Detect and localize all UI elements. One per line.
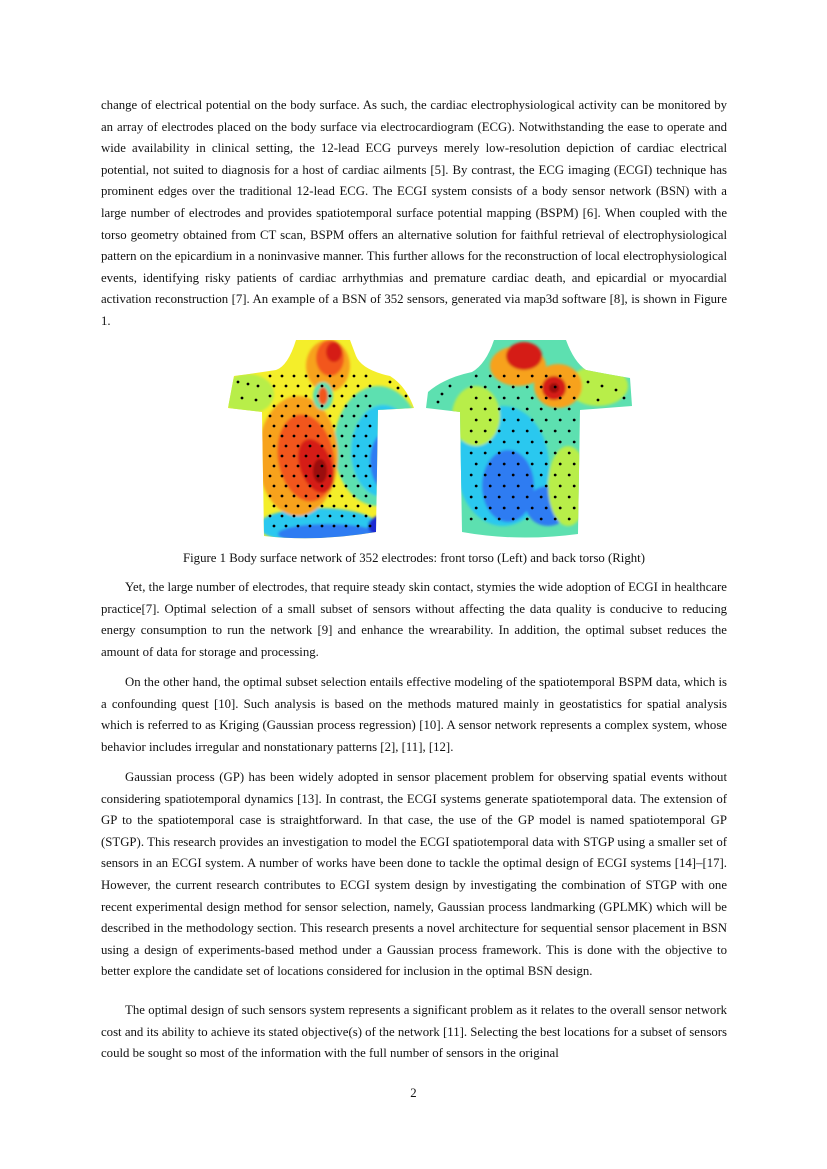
electrode-dot [321, 525, 324, 528]
electrode-dot [281, 395, 284, 398]
electrode-dot [317, 495, 320, 498]
electrode-dot [498, 496, 501, 499]
electrode-dot [273, 425, 276, 428]
page-number: 2 [410, 1086, 417, 1100]
electrode-dot [540, 518, 543, 521]
electrode-dot [559, 485, 562, 488]
electrode-dot [297, 505, 300, 508]
electrode-dot [293, 455, 296, 458]
electrode-dot [554, 408, 557, 411]
electrode-dot [503, 397, 506, 400]
electrode-dot [285, 445, 288, 448]
electrode-dot [333, 445, 336, 448]
electrode-dot [305, 395, 308, 398]
electrode-dot [526, 518, 529, 521]
electrode-dot [554, 474, 557, 477]
electrode-dot [309, 385, 312, 388]
electrode-dot [321, 445, 324, 448]
electrode-dot [297, 385, 300, 388]
electrode-dot [281, 515, 284, 518]
electrode-dot [341, 495, 344, 498]
heatmap-region [506, 342, 542, 370]
electrode-dot [341, 395, 344, 398]
electrode-dot [329, 395, 332, 398]
heatmap-region [452, 386, 500, 446]
electrode-dot [389, 381, 392, 384]
electrode-dot [573, 419, 576, 422]
electrode-dot [365, 435, 368, 438]
electrode-dot [545, 485, 548, 488]
electrode-dot [345, 505, 348, 508]
electrode-dot [281, 455, 284, 458]
electrode-dot [559, 419, 562, 422]
electrode-dot [475, 463, 478, 466]
electrode-dot [449, 385, 452, 388]
electrode-dot [237, 381, 240, 384]
electrode-dot [489, 419, 492, 422]
electrode-dot [568, 408, 571, 411]
electrode-dot [568, 452, 571, 455]
electrode-dot [489, 485, 492, 488]
electrode-dot [293, 375, 296, 378]
electrode-dot [357, 385, 360, 388]
electrode-dot [475, 485, 478, 488]
electrode-dot [333, 425, 336, 428]
electrode-dot [484, 408, 487, 411]
electrode-dot [281, 375, 284, 378]
electrode-dot [309, 485, 312, 488]
electrode-dot [329, 495, 332, 498]
electrode-dot [285, 525, 288, 528]
electrode-dot [554, 452, 557, 455]
paragraph-3: On the other hand, the optimal subset selection entails effective modeling of the spatiotemporal BSPM data, which is a confounding quest [10]. Such analysis is based on the methods matured mainly in geostatistics for spatial analysis which is referred to as Kriging (Gaussian process regression) [10]. A sensor network represents a complex system, whose behavior includes irregular and nonstationary patterns [2], [11], [12]. [101, 675, 727, 754]
electrode-dot [293, 475, 296, 478]
electrode-dot [329, 435, 332, 438]
electrode-dot [293, 435, 296, 438]
electrode-dot [345, 385, 348, 388]
electrode-dot [573, 485, 576, 488]
electrode-dot [489, 463, 492, 466]
electrode-dot [503, 375, 506, 378]
electrode-dot [573, 463, 576, 466]
electrode-dot [321, 465, 324, 468]
electrode-dot [545, 441, 548, 444]
electrode-dot [498, 518, 501, 521]
electrode-dot [397, 387, 400, 390]
electrode-dot [269, 435, 272, 438]
electrode-dot [512, 430, 515, 433]
electrode-dot [273, 465, 276, 468]
electrode-dot [297, 465, 300, 468]
electrode-dot [517, 397, 520, 400]
electrode-dot [317, 415, 320, 418]
heatmap-region [313, 459, 327, 483]
electrode-dot [341, 415, 344, 418]
electrode-dot [305, 415, 308, 418]
electrode-dot [475, 375, 478, 378]
electrode-dot [615, 389, 618, 392]
electrode-dot [285, 405, 288, 408]
electrode-dot [489, 507, 492, 510]
electrode-dot [273, 525, 276, 528]
electrode-dot [369, 485, 372, 488]
electrode-dot [470, 430, 473, 433]
electrode-dot [498, 386, 501, 389]
electrode-dot [305, 375, 308, 378]
electrode-dot [357, 465, 360, 468]
electrode-dot [484, 452, 487, 455]
electrode-dot [293, 495, 296, 498]
electrode-dot [285, 385, 288, 388]
electrode-dot [540, 452, 543, 455]
electrode-dot [305, 475, 308, 478]
electrode-dot [333, 485, 336, 488]
electrode-dot [357, 485, 360, 488]
electrode-dot [484, 496, 487, 499]
electrode-dot [281, 495, 284, 498]
electrode-dot [489, 375, 492, 378]
electrode-dot [357, 525, 360, 528]
electrode-dot [329, 455, 332, 458]
electrode-dot [353, 415, 356, 418]
electrode-dot [341, 375, 344, 378]
electrode-dot [559, 507, 562, 510]
electrode-dot [573, 397, 576, 400]
electrode-dot [503, 463, 506, 466]
electrode-dot [269, 475, 272, 478]
electrode-dot [512, 496, 515, 499]
electrode-dot [540, 386, 543, 389]
electrode-dot [345, 425, 348, 428]
electrode-dot [573, 441, 576, 444]
electrode-dot [309, 465, 312, 468]
electrode-dot [531, 507, 534, 510]
electrode-dot [353, 475, 356, 478]
electrode-dot [281, 435, 284, 438]
electrode-dot [333, 405, 336, 408]
electrode-dot [559, 375, 562, 378]
electrode-dot [517, 441, 520, 444]
electrode-dot [321, 485, 324, 488]
electrode-dot [470, 408, 473, 411]
electrode-dot [369, 385, 372, 388]
electrode-dot [341, 455, 344, 458]
electrode-dot [341, 515, 344, 518]
electrode-dot [273, 485, 276, 488]
figure-caption: Figure 1 Body surface network of 352 electrodes: front torso (Left) and back torso (Right) [183, 551, 645, 565]
electrode-dot [333, 465, 336, 468]
electrode-dot [293, 395, 296, 398]
electrode-dot [333, 505, 336, 508]
electrode-dot [333, 385, 336, 388]
electrode-dot [369, 465, 372, 468]
electrode-dot [305, 515, 308, 518]
electrode-dot [568, 518, 571, 521]
electrode-dot [512, 452, 515, 455]
electrode-dot [309, 445, 312, 448]
electrode-dot [357, 405, 360, 408]
electrode-dot [255, 399, 258, 402]
electrode-dot [309, 525, 312, 528]
electrode-dot [329, 475, 332, 478]
electrode-dot [554, 496, 557, 499]
electrode-dot [470, 452, 473, 455]
electrode-dot [357, 445, 360, 448]
electrode-dot [484, 474, 487, 477]
electrode-dot [498, 408, 501, 411]
electrode-dot [503, 419, 506, 422]
electrode-dot [293, 415, 296, 418]
figure-1 [228, 336, 634, 542]
electrode-dot [568, 430, 571, 433]
electrode-dot [559, 463, 562, 466]
electrode-dot [353, 495, 356, 498]
electrode-dot [475, 419, 478, 422]
electrode-dot [317, 515, 320, 518]
electrode-dot [545, 507, 548, 510]
electrode-dot [247, 383, 250, 386]
electrode-dot [345, 465, 348, 468]
electrode-dot [317, 375, 320, 378]
electrode-dot [531, 375, 534, 378]
electrode-dot [293, 515, 296, 518]
electrode-dot [540, 496, 543, 499]
electrode-dot [257, 385, 260, 388]
electrode-dot [531, 463, 534, 466]
electrode-dot [353, 375, 356, 378]
electrode-dot [540, 430, 543, 433]
electrode-dot [269, 415, 272, 418]
electrode-dot [470, 496, 473, 499]
heatmap-region [549, 383, 559, 393]
electrode-dot [554, 430, 557, 433]
electrode-dot [309, 505, 312, 508]
electrode-dot [357, 505, 360, 508]
electrode-dot [345, 485, 348, 488]
electrode-dot [498, 474, 501, 477]
electrode-dot [297, 525, 300, 528]
electrode-dot [281, 475, 284, 478]
electrode-dot [369, 525, 372, 528]
electrode-dot [475, 397, 478, 400]
electrode-dot [526, 474, 529, 477]
electrode-dot [305, 495, 308, 498]
electrode-dot [341, 475, 344, 478]
electrode-dot [623, 397, 626, 400]
electrode-dot [526, 408, 529, 411]
electrode-dot [317, 475, 320, 478]
electrode-dot [545, 397, 548, 400]
electrode-dot [369, 405, 372, 408]
electrode-dot [321, 425, 324, 428]
electrode-dot [329, 375, 332, 378]
electrode-dot [489, 441, 492, 444]
electrode-dot [545, 463, 548, 466]
electrode-dot [369, 505, 372, 508]
electrode-dot [531, 419, 534, 422]
torso-heatmaps [228, 336, 634, 542]
electrode-dot [517, 463, 520, 466]
electrode-dot [517, 485, 520, 488]
electrode-dot [441, 393, 444, 396]
electrode-dot [540, 474, 543, 477]
electrode-dot [297, 445, 300, 448]
electrode-dot [369, 445, 372, 448]
electrode-dot [269, 455, 272, 458]
heatmap-region [548, 446, 588, 526]
electrode-dot [475, 507, 478, 510]
electrode-dot [309, 425, 312, 428]
electrode-dot [365, 375, 368, 378]
electrode-dot [531, 441, 534, 444]
electrode-dot [568, 474, 571, 477]
heatmap-region [326, 342, 342, 362]
electrode-dot [329, 415, 332, 418]
electrode-dot [353, 395, 356, 398]
electrode-dot [526, 496, 529, 499]
electrode-dot [498, 452, 501, 455]
electrode-dot [353, 455, 356, 458]
electrode-dot [437, 401, 440, 404]
electrode-dot [545, 419, 548, 422]
electrode-dot [498, 430, 501, 433]
electrode-dot [526, 452, 529, 455]
electrode-dot [273, 385, 276, 388]
electrode-dot [241, 397, 244, 400]
paragraph-5: The optimal design of such sensors system represents a significant problem as it relates to the overall sensor network cost and its ability to achieve its stated objective(s) of the network [11]. Selecting the best locations for a subset of sensors could be sought so most of the information with the full number of sensors in the original [101, 1003, 727, 1061]
electrode-dot [365, 495, 368, 498]
electrode-dot [475, 441, 478, 444]
electrode-dot [357, 425, 360, 428]
electrode-dot [317, 395, 320, 398]
electrode-dot [365, 475, 368, 478]
electrode-dot [269, 375, 272, 378]
electrode-dot [285, 465, 288, 468]
electrode-dot [587, 381, 590, 384]
electrode-dot [405, 395, 408, 398]
electrode-dot [297, 405, 300, 408]
electrode-dot [559, 441, 562, 444]
electrode-dot [531, 397, 534, 400]
electrode-dot [489, 397, 492, 400]
electrode-dot [601, 385, 604, 388]
electrode-dot [285, 485, 288, 488]
electrode-dot [269, 495, 272, 498]
electrode-dot [517, 507, 520, 510]
electrode-dot [503, 441, 506, 444]
electrode-dot [321, 405, 324, 408]
electrode-dot [369, 425, 372, 428]
electrode-dot [484, 430, 487, 433]
paragraph-2: Yet, the large number of electrodes, that require steady skin contact, stymies the wide adoption of ECGI in healthcare practice[7]. Optimal selection of a small subset of sensors without affecting the data quality is conducive to reducing energy consumption to run the network [9] and enhance the wrearability. In addition, the optimal subset reduces the amount of data for storage and processing. [101, 580, 727, 659]
electrode-dot [512, 474, 515, 477]
heatmap-region [351, 405, 415, 497]
electrode-dot [526, 386, 529, 389]
electrode-dot [273, 505, 276, 508]
electrode-dot [285, 505, 288, 508]
electrode-dot [517, 375, 520, 378]
electrode-dot [365, 515, 368, 518]
electrode-dot [269, 515, 272, 518]
electrode-dot [345, 405, 348, 408]
electrode-dot [512, 386, 515, 389]
electrode-dot [597, 399, 600, 402]
electrode-dot [297, 425, 300, 428]
electrode-dot [285, 425, 288, 428]
electrode-dot [559, 397, 562, 400]
paragraph-4: Gaussian process (GP) has been widely adopted in sensor placement problem for observing spatial events without considering spatiotemporal dynamics [13]. In contrast, the ECGI systems generate spatiotemporal data. The extension of GP to the spatiotemporal case is straightforward. In that case, the use of the GP model is named spatiotemporal GP (STGP). This research provides an investigation to model the ECGI spatiotemporal data with STGP using a smaller set of sensors in an ECGI system. A number of works have been done to tackle the optimal design of ECGI systems [14]–[17]. However, the current research contributes to ECGI system design by investigating the combination of STGP with one recent experimental design method for sensor selection, namely, Gaussian process landmarking (GPLMK) which will be described in the methodology section. This research presents a novel architecture for sequential sensor placement in BSN using a design of experiments-based method under a Gaussian process framework. This is done with the objective to better explore the candidate set of locations considered for inclusion in the optimal BSN design. [101, 770, 727, 979]
electrode-dot [540, 408, 543, 411]
electrode-dot [545, 375, 548, 378]
heatmap-region [368, 514, 408, 538]
back-torso-map [424, 336, 634, 542]
electrode-dot [512, 408, 515, 411]
electrode-dot [341, 435, 344, 438]
heatmap-region [318, 387, 328, 405]
electrode-dot [329, 515, 332, 518]
electrode-dot [269, 395, 272, 398]
electrode-dot [305, 435, 308, 438]
electrode-dot [568, 386, 571, 389]
electrode-dot [353, 435, 356, 438]
electrode-dot [321, 505, 324, 508]
paragraph-1: change of electrical potential on the body surface. As such, the cardiac electrophysiological activity can be monitored by an array of electrodes placed on the body surface via electrocardiogram (ECG). Notwithstanding the ease to operate and wide availability in clinical setting, the 12-lead ECG purveys merely low-resolution depiction of cardiac electrical potential, not suited to diagnosis for a host of cardiac ailments [5]. By contrast, the ECG imaging (ECGI) technique has prominent edges over the traditional 12-lead ECG. The ECGI system consists of a body sensor network (BSN) with a large number of electrodes and provides spatiotemporal surface potential mapping (BSPM) [6]. When coupled with the torso geometry obtained from CT scan, BSPM offers an alternative solution for faithful retrieval of electrophysiological pattern on the epicardium in a noninvasive manner. This further allows for the reconstruction of local electrophysiological events, identifying risky patients of cardiac arrhythmias and premature cardiac death, and epicardial or myocardial activation reconstruction [7]. An example of a BSN of 352 sensors, generated via map3d software [8], is shown in Figure 1. [101, 98, 727, 328]
electrode-dot [365, 415, 368, 418]
electrode-dot [365, 455, 368, 458]
electrode-dot [321, 385, 324, 388]
electrode-dot [345, 525, 348, 528]
electrode-dot [573, 375, 576, 378]
electrode-dot [317, 455, 320, 458]
electrode-dot [517, 419, 520, 422]
electrode-dot [273, 405, 276, 408]
electrode-dot [470, 386, 473, 389]
electrode-dot [503, 507, 506, 510]
electrode-dot [484, 386, 487, 389]
electrode-dot [470, 518, 473, 521]
electrode-dot [273, 445, 276, 448]
electrode-dot [309, 405, 312, 408]
electrode-dot [305, 455, 308, 458]
electrode-dot [554, 518, 557, 521]
electrode-dot [365, 395, 368, 398]
heatmap-region [370, 431, 406, 491]
electrode-dot [317, 435, 320, 438]
electrode-dot [297, 485, 300, 488]
front-torso-map [228, 336, 428, 542]
electrode-dot [554, 386, 557, 389]
electrode-dot [484, 518, 487, 521]
electrode-dot [568, 496, 571, 499]
electrode-dot [531, 485, 534, 488]
electrode-dot [573, 507, 576, 510]
electrode-dot [345, 445, 348, 448]
electrode-dot [470, 474, 473, 477]
electrode-dot [503, 485, 506, 488]
electrode-dot [526, 430, 529, 433]
electrode-dot [512, 518, 515, 521]
electrode-dot [281, 415, 284, 418]
electrode-dot [353, 515, 356, 518]
electrode-dot [333, 525, 336, 528]
